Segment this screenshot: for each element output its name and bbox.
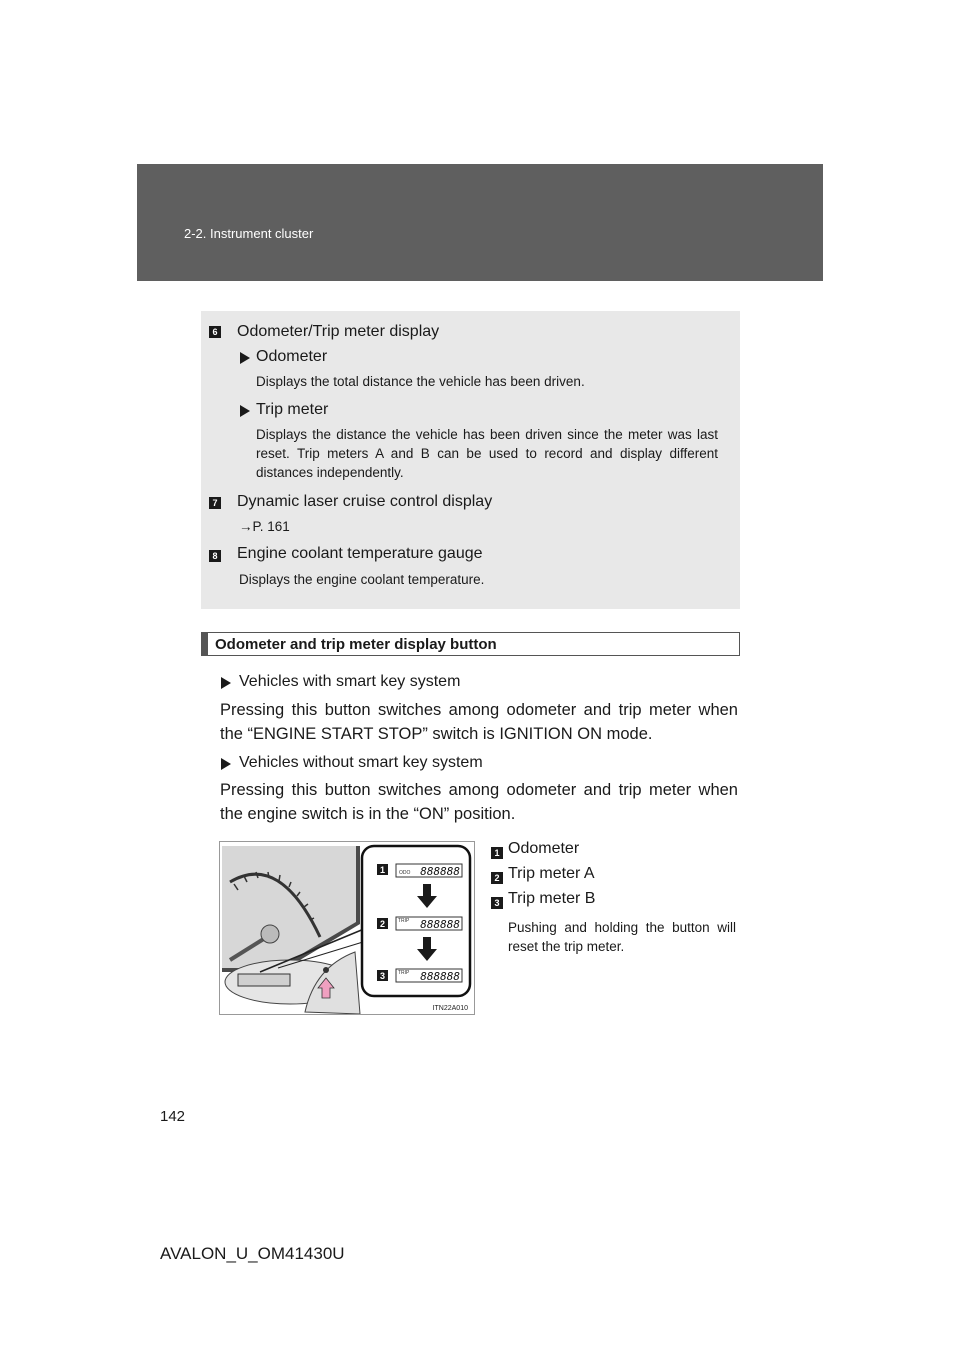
section-title: 2-2. Instrument cluster	[184, 226, 314, 241]
badge-6: 6	[209, 326, 221, 338]
caption-odometer: Odometer	[508, 840, 580, 857]
fig-display-digits-1: 888888	[420, 865, 460, 878]
sub-desc-trip-meter: Displays the distance the vehicle has been driven since the meter was last reset. Trip meters A and B can be used to record and display different distances independently.	[256, 427, 718, 480]
bullet-triangle-icon	[240, 405, 250, 417]
bullet-triangle-icon	[221, 758, 231, 770]
caption-note: Pushing and holding the button will reset the trip meter.	[508, 920, 736, 954]
paragraph-smart-key: Pressing this button switches among odometer and trip meter when the “ENGINE START STOP” switch is IGNITION ON mode.	[220, 701, 738, 743]
bullet-triangle-icon	[221, 677, 231, 689]
caption-trip-a: Trip meter A	[508, 865, 595, 882]
caption-badge-2: 2	[491, 872, 503, 884]
fig-display-tag-2: TRIP	[398, 918, 410, 924]
item-title-coolant: Engine coolant temperature gauge	[237, 545, 483, 562]
item-title-cruise: Dynamic laser cruise control display	[237, 493, 493, 510]
instrument-cluster-illustration	[220, 842, 474, 1014]
fig-badge-2: 2	[379, 919, 386, 929]
label-no-smart-key: Vehicles without smart key system	[239, 754, 483, 771]
sub-title-trip-meter: Trip meter	[256, 401, 329, 418]
document-code: AVALON_U_OM41430U	[160, 1244, 345, 1263]
sub-desc-odometer: Displays the total distance the vehicle has been driven.	[256, 374, 585, 389]
item-ref-cruise: →P. 161	[239, 519, 290, 534]
fig-display-tag-1: ODO	[399, 870, 411, 876]
caption-trip-b: Trip meter B	[508, 890, 596, 907]
bullet-triangle-icon	[240, 352, 250, 364]
figure-illustration	[219, 841, 475, 1015]
caption-badge-1: 1	[491, 847, 503, 859]
paragraph-no-smart-key: Pressing this button switches among odometer and trip meter when the engine switch is in the “ON” position.	[220, 781, 738, 823]
page-number: 142	[160, 1108, 186, 1125]
fig-display-tag-3: TRIP	[398, 970, 410, 976]
section-heading	[201, 632, 740, 656]
caption-badge-3: 3	[491, 897, 503, 909]
fig-display-digits-2: 888888	[420, 918, 460, 931]
badge-7: 7	[209, 497, 221, 509]
badge-8: 8	[209, 550, 221, 562]
fig-display-digits-3: 888888	[420, 970, 460, 983]
fig-badge-3: 3	[379, 971, 386, 981]
sub-title-odometer: Odometer	[256, 348, 328, 365]
info-box	[201, 311, 740, 609]
section-heading-text: Odometer and trip meter display button	[215, 636, 497, 653]
label-smart-key: Vehicles with smart key system	[239, 673, 461, 690]
item-title-odometer-trip: Odometer/Trip meter display	[237, 323, 440, 340]
figure-code: ITN22A010	[432, 1005, 468, 1012]
item-desc-coolant: Displays the engine coolant temperature.	[239, 572, 485, 587]
page-header	[137, 164, 823, 281]
fig-badge-1: 1	[379, 865, 386, 875]
